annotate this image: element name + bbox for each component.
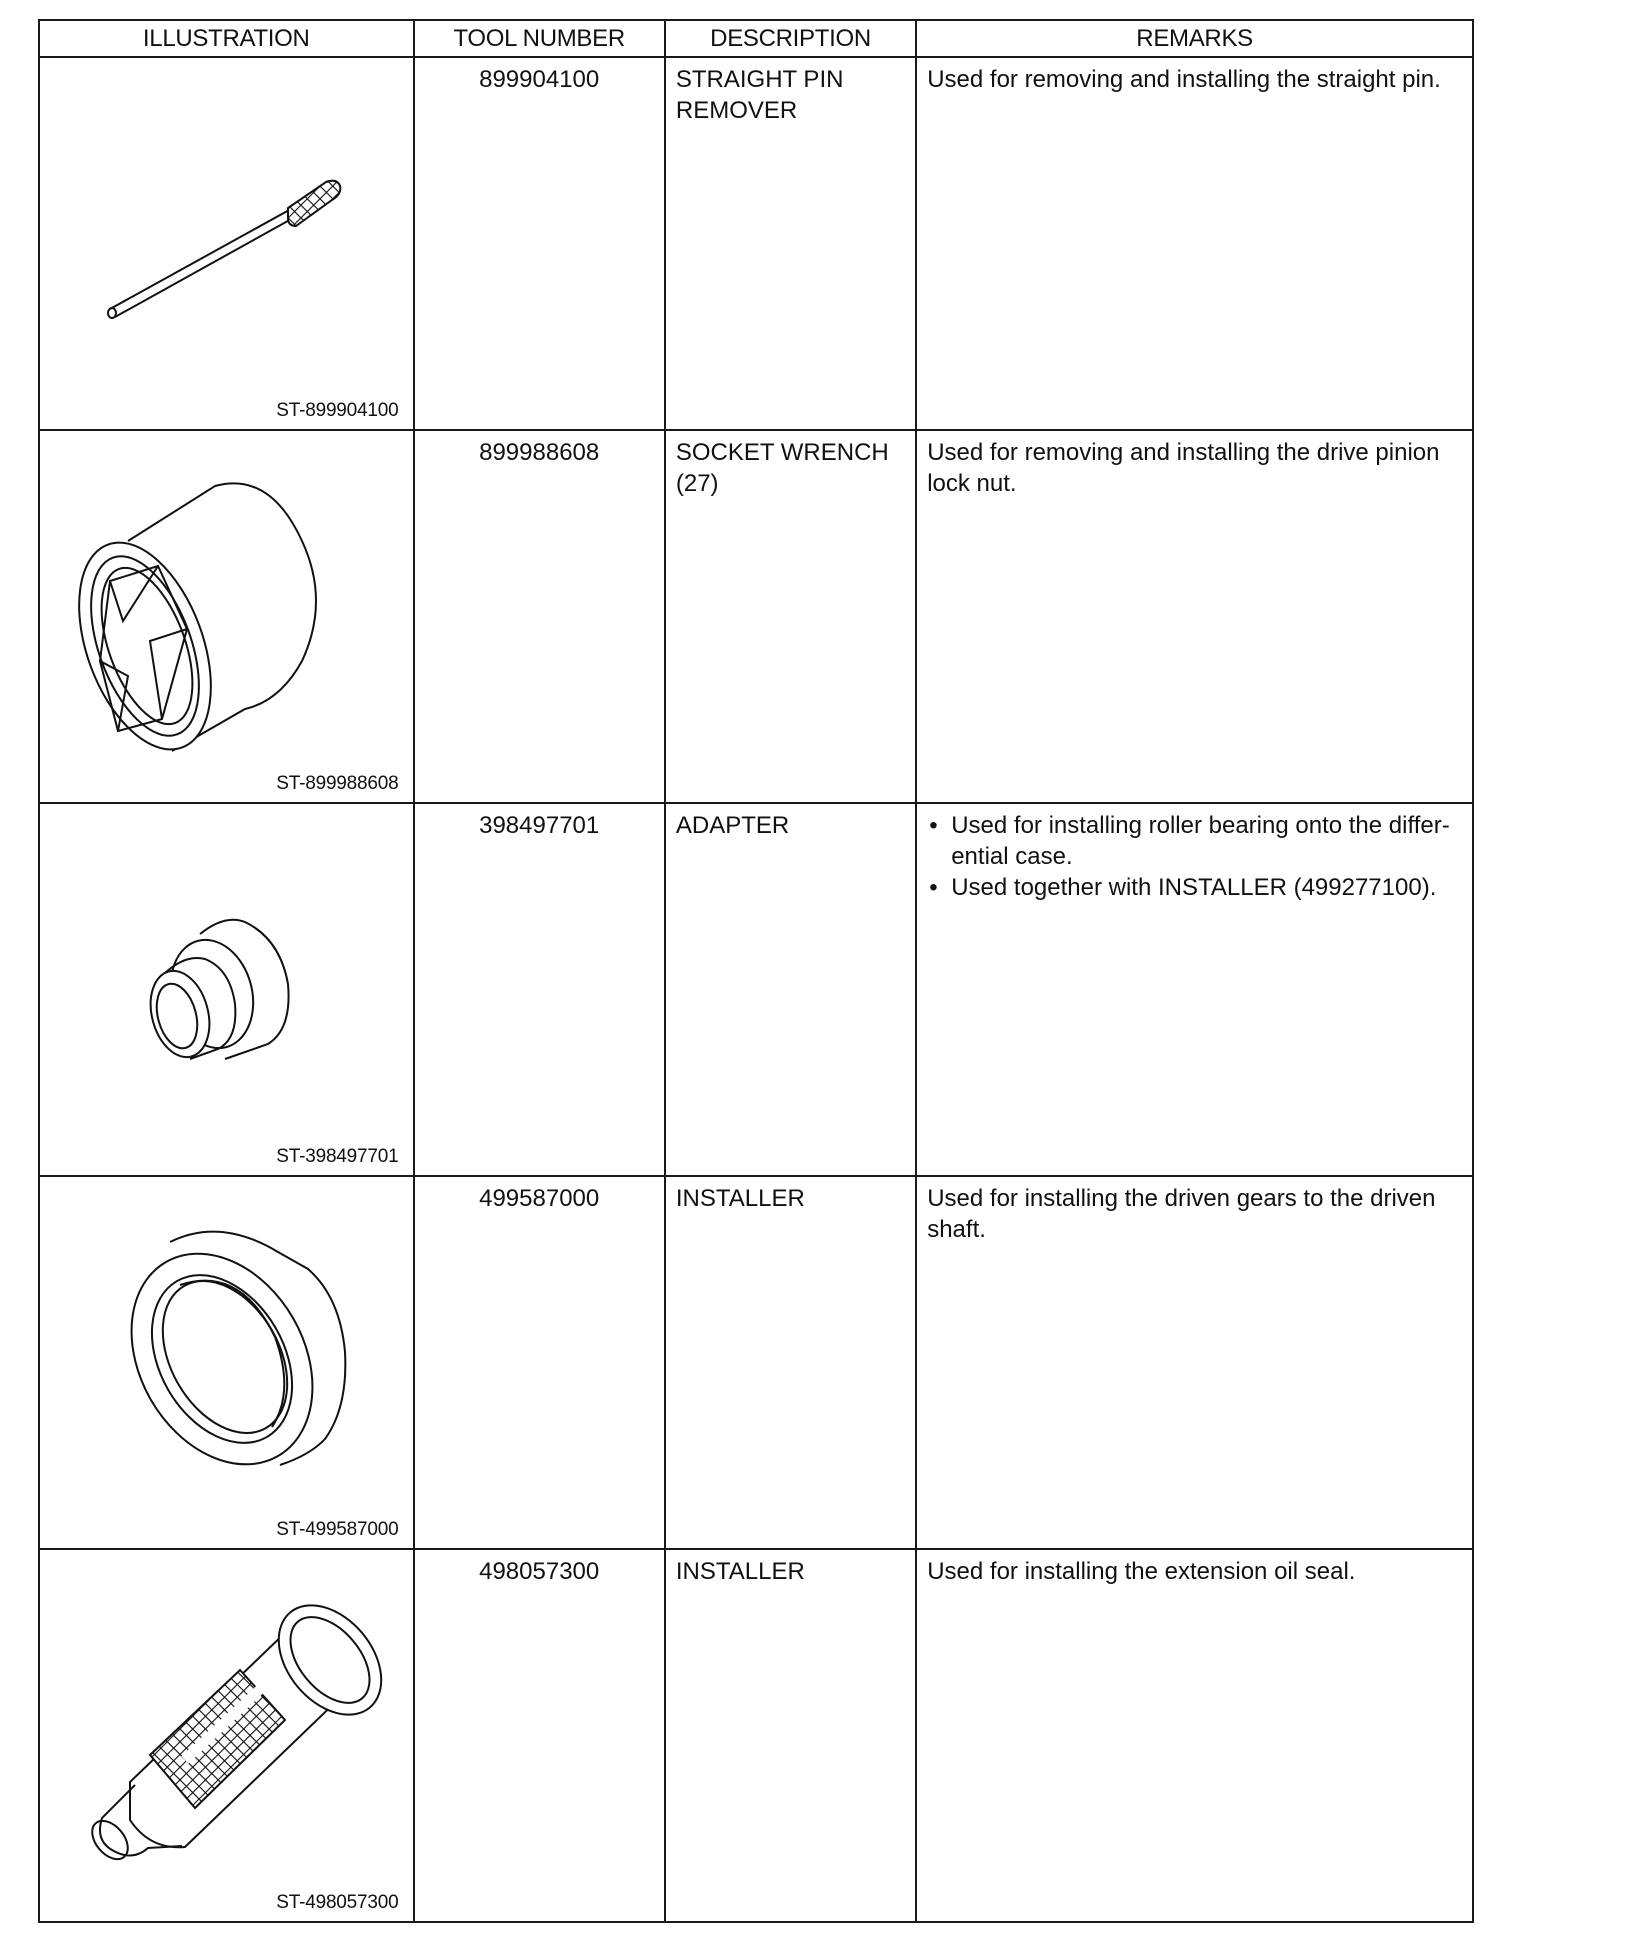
table-row bbox=[39, 1549, 1473, 1922]
table-row bbox=[39, 1176, 1473, 1549]
illustration-label: ST-899988608 bbox=[276, 773, 399, 794]
remarks-bullet-item: • Used for installing roller bearing onto the differ-ential case. bbox=[927, 810, 1462, 872]
remarks-bullet-list bbox=[927, 810, 1462, 903]
remarks-text: Used for installing the extension oil seal. bbox=[927, 1558, 1356, 1585]
illustration-cell bbox=[39, 430, 414, 803]
remarks-bullet-item: • Used together with INSTALLER (499277100). bbox=[927, 872, 1462, 903]
tool-number-cell: 899988608 bbox=[414, 430, 665, 803]
remarks-text: Used for removing and installing the straight pin. bbox=[927, 66, 1441, 93]
tool-number-cell: 498057300 bbox=[414, 1549, 665, 1922]
table-header-row bbox=[39, 20, 1473, 57]
remarks-cell bbox=[916, 803, 1473, 1176]
remarks-cell bbox=[916, 57, 1473, 430]
special-tools-table bbox=[38, 19, 1474, 1923]
tool-number-cell: 899904100 bbox=[414, 57, 665, 430]
description-cell: INSTALLER bbox=[665, 1549, 916, 1922]
ring-installer-icon bbox=[40, 1177, 414, 1542]
description-cell: SOCKET WRENCH (27) bbox=[665, 430, 916, 803]
table-row bbox=[39, 803, 1473, 1176]
illustration-label: ST-498057300 bbox=[276, 1892, 399, 1913]
description-cell: STRAIGHT PIN REMOVER bbox=[665, 57, 916, 430]
knurled-installer-icon bbox=[40, 1550, 414, 1915]
remarks-cell bbox=[916, 1549, 1473, 1922]
header-remarks: REMARKS bbox=[916, 20, 1473, 57]
header-tool-number: TOOL NUMBER bbox=[414, 20, 665, 57]
socket-wrench-icon bbox=[40, 431, 414, 796]
straight-pin-remover-icon bbox=[40, 58, 414, 423]
header-illustration: ILLUSTRATION bbox=[39, 20, 414, 57]
remarks-text: Used for installing the driven gears to the driven shaft. bbox=[927, 1185, 1436, 1243]
illustration-label: ST-398497701 bbox=[276, 1146, 399, 1167]
illustration-cell bbox=[39, 1549, 414, 1922]
illustration-label: ST-899904100 bbox=[276, 400, 399, 421]
header-description: DESCRIPTION bbox=[665, 20, 916, 57]
table-row bbox=[39, 57, 1473, 430]
illustration-cell bbox=[39, 803, 414, 1176]
remarks-text: Used for removing and installing the drive pinion lock nut. bbox=[927, 439, 1440, 497]
table-row bbox=[39, 430, 1473, 803]
tool-number-cell: 398497701 bbox=[414, 803, 665, 1176]
illustration-label: ST-499587000 bbox=[276, 1519, 399, 1540]
illustration-cell bbox=[39, 1176, 414, 1549]
description-cell: INSTALLER bbox=[665, 1176, 916, 1549]
illustration-cell bbox=[39, 57, 414, 430]
remarks-cell bbox=[916, 430, 1473, 803]
tool-number-cell: 499587000 bbox=[414, 1176, 665, 1549]
adapter-icon bbox=[40, 804, 414, 1169]
description-cell: ADAPTER bbox=[665, 803, 916, 1176]
remarks-cell bbox=[916, 1176, 1473, 1549]
